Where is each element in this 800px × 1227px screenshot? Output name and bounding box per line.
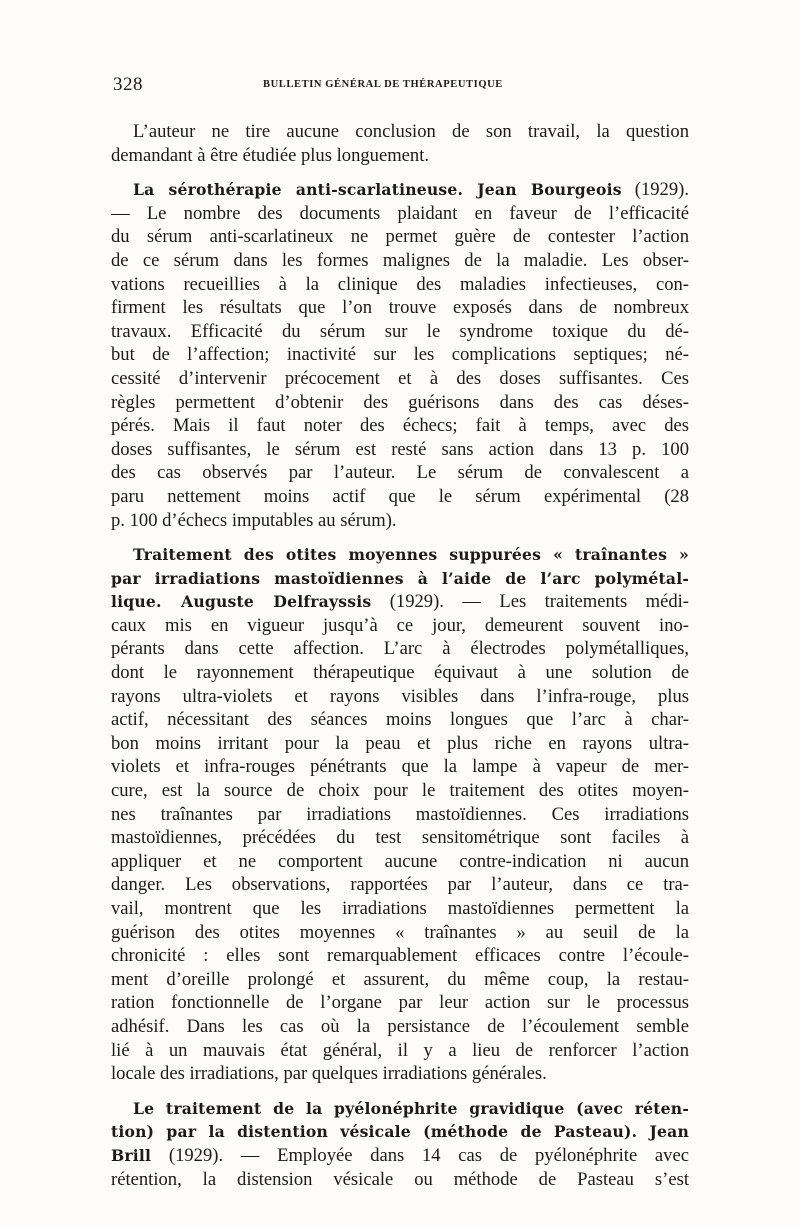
line-text: travaux. Efficacité du sérum sur le syndrome toxique du dé- — [111, 320, 689, 342]
bold-heading: Brill — [111, 1145, 152, 1165]
text-line — [111, 661, 689, 685]
line-text: paru nettement moins actif que le sérum expérimental (28 — [111, 485, 689, 507]
text-line — [111, 414, 689, 438]
text-line — [111, 438, 689, 462]
text-line — [111, 509, 689, 533]
line-text: caux mis en vigueur jusqu’à ce jour, demeurent souvent ino- — [111, 614, 689, 636]
text-line — [111, 1015, 689, 1039]
line-text: ration fonctionnelle de l’organe par leur action sur le processus — [111, 992, 689, 1014]
text-line — [111, 391, 689, 415]
text-line — [111, 343, 689, 367]
text-line — [111, 1168, 689, 1192]
line-text: rétention, la distension vésicale ou méthode de Pasteau s’est — [111, 1168, 689, 1190]
page-number: 328 — [113, 74, 143, 95]
text-line — [111, 296, 689, 320]
text-line — [111, 202, 689, 226]
text-line — [111, 1097, 689, 1121]
line-text: (1929). — [621, 179, 689, 201]
text-line — [111, 991, 689, 1015]
bold-heading: par irradiations mastoïdiennes à l’aide de l’arc polymétal- — [111, 568, 689, 588]
line-text: demandant à être étudiée plus longuement. — [111, 144, 430, 166]
line-text: guérison des otites moyennes « traînantes » au seuil de la — [111, 921, 689, 943]
line-text: bon moins irritant pour la peau et plus riche en rayons ultra- — [111, 732, 689, 754]
text-line — [111, 803, 689, 827]
running-head: BULLETIN GÉNÉRAL DE THÉRAPEUTIQUE — [263, 79, 503, 90]
line-text: L’auteur ne tire aucune conclusion de son travail, la question — [133, 121, 689, 142]
line-text: (1929). — Les traitements médi- — [371, 591, 689, 613]
bold-heading: lique. Auguste Delfrayssis — [111, 592, 372, 612]
line-text: mastoïdiennes, précédées du test sensitométrique sont faciles à — [111, 827, 689, 849]
text-line — [111, 755, 689, 779]
text-line — [111, 850, 689, 874]
text-line — [111, 1144, 689, 1168]
line-text: de ce sérum dans les formes malignes de la maladie. Les obser- — [111, 249, 689, 271]
page-header — [113, 74, 689, 102]
text-line — [111, 144, 689, 168]
line-text: cessité d’intervenir précocement et à des doses suffisantes. Ces — [111, 367, 689, 389]
text-line — [111, 732, 689, 756]
line-text: but de l’affection; inactivité sur les complications septiques; né- — [111, 344, 689, 366]
text-line — [111, 873, 689, 897]
line-text: adhésif. Dans les cas où la persistance de l’écoulement semble — [111, 1015, 689, 1037]
line-text: pérants dans cette affection. L’arc à électrodes polymétalliques, — [111, 638, 689, 660]
text-line — [111, 461, 689, 485]
line-text: — Le nombre des documents plaidant en faveur de l’efficacité — [111, 202, 689, 224]
text-line — [111, 826, 689, 850]
text-line — [111, 637, 689, 661]
text-line — [111, 921, 689, 945]
line-text: cure, est la source de choix pour le traitement des otites moyen- — [111, 780, 689, 802]
text-line — [111, 944, 689, 968]
text-line — [111, 1039, 689, 1063]
line-text: firment les résultats que l’on trouve exposés dans de nombreux — [111, 297, 689, 319]
line-text: danger. Les observations, rapportées par l’auteur, dans ce tra- — [111, 874, 689, 896]
line-text: dont le rayonnement thérapeutique équivaut à une solution de — [111, 662, 689, 684]
text-line — [111, 968, 689, 992]
line-text: actif, nécessitant des séances moins longues que l’arc à char- — [111, 709, 689, 731]
line-text: ment d’oreille prolongé et assurent, du même coup, la restau- — [111, 968, 689, 990]
line-text: lié à un mauvais état général, il y a lieu de renforcer l’action — [111, 1039, 689, 1061]
line-text: nes traînantes par irradiations mastoïdiennes. Ces irradiations — [111, 803, 689, 825]
body-text — [111, 120, 689, 1191]
text-line — [111, 708, 689, 732]
line-text: doses suffisantes, le sérum est resté sans action dans 13 p. 100 — [111, 438, 689, 460]
bold-heading: Le traitement de la pyélonéphrite gravidique (avec réten- — [133, 1098, 689, 1118]
line-text: appliquer et ne comportent aucune contre-indication ni aucun — [111, 850, 689, 872]
text-line — [111, 273, 689, 297]
text-line — [111, 225, 689, 249]
line-text: locale des irradiations, par quelques irradiations générales. — [111, 1063, 547, 1085]
text-line — [111, 590, 689, 614]
line-text: p. 100 d’échecs imputables au sérum). — [111, 509, 397, 531]
text-line — [111, 485, 689, 509]
bold-heading: Traitement des otites moyennes suppurées « traînantes » — [133, 545, 689, 565]
text-line — [111, 779, 689, 803]
line-text: pérés. Mais il faut noter des échecs; fait à temps, avec des — [111, 415, 689, 437]
text-line — [111, 120, 689, 144]
bold-heading: tion) par la distention vésicale (méthode de Pasteau). Jean — [111, 1122, 689, 1142]
bold-heading: La sérothérapie anti-scarlatineuse. Jean Bourgeois — [133, 180, 622, 200]
text-line — [111, 1062, 689, 1086]
line-text: vations recueillies à la clinique des maladies infectieuses, con- — [111, 273, 689, 295]
line-text: violets et infra-rouges pénétrants que la lampe à vapeur de mer- — [111, 756, 689, 778]
line-text: chronicité : elles sont remarquablement efficaces contre l’écoule- — [111, 945, 689, 967]
text-line — [111, 367, 689, 391]
line-text: vail, montrent que les irradiations mastoïdiennes permettent la — [111, 898, 689, 919]
line-text: règles permettent d’obtenir des guérisons dans des cas déses- — [111, 391, 689, 413]
text-line — [111, 567, 689, 591]
text-line — [111, 614, 689, 638]
line-text: des cas observés par l’auteur. Le sérum de convalescent a — [111, 462, 689, 484]
text-line — [111, 543, 689, 567]
line-text: (1929). — Employée dans 14 cas de pyélonéphrite avec — [151, 1144, 689, 1166]
line-text: du sérum anti-scarlatineux ne permet guère de contester l’action — [111, 226, 689, 248]
text-line — [111, 1120, 689, 1144]
text-line — [111, 897, 689, 921]
text-line — [111, 320, 689, 344]
text-line — [111, 685, 689, 709]
text-line — [111, 178, 689, 202]
text-line — [111, 249, 689, 273]
line-text: rayons ultra-violets et rayons visibles dans l’infra-rouge, plus — [111, 685, 689, 707]
